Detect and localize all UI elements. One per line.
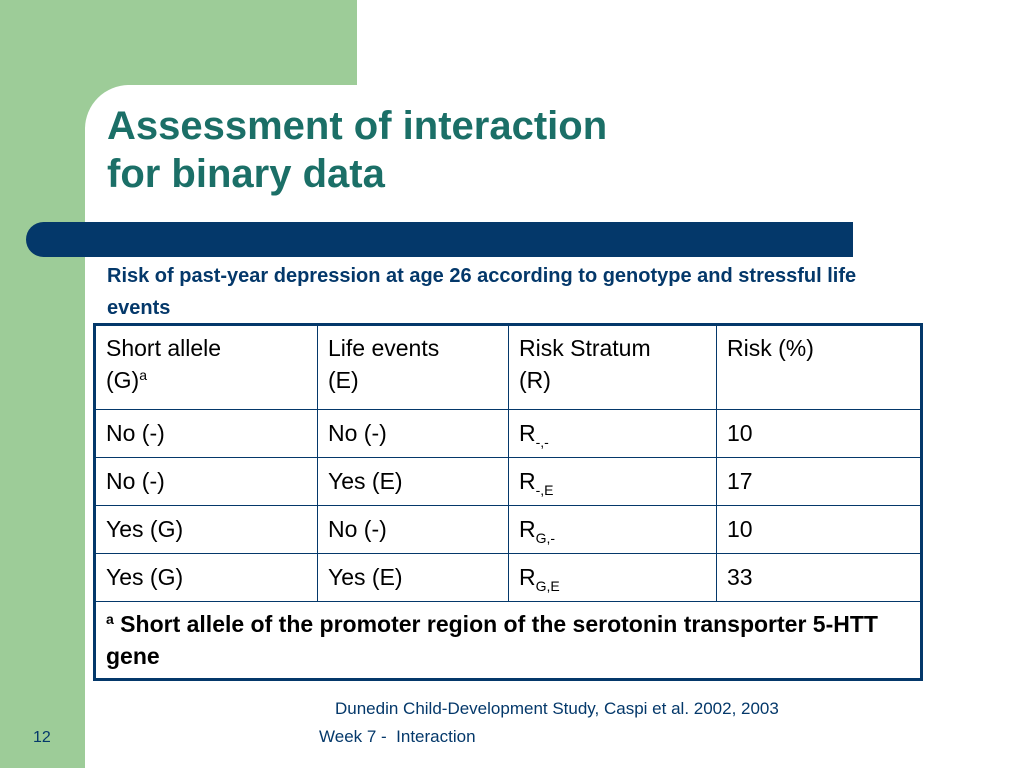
- cell-allele: Yes (G): [95, 506, 318, 554]
- cell-risk: 33: [717, 554, 922, 602]
- stratum-letter: R: [519, 468, 536, 494]
- cell-events: No (-): [318, 506, 509, 554]
- table-caption: Risk of past-year depression at age 26 according to genotype and stressful life events: [107, 265, 857, 319]
- cell-risk: 10: [717, 506, 922, 554]
- slide-title-line-1: Assessment of interaction: [107, 104, 608, 148]
- cell-allele: Yes (G): [95, 554, 318, 602]
- table-row: [95, 506, 922, 554]
- cell-allele: No (-): [95, 410, 318, 458]
- cell-allele: No (-): [95, 458, 318, 506]
- cell-risk: 17: [717, 458, 922, 506]
- table-row: [95, 410, 922, 458]
- header-short-allele: [95, 325, 318, 410]
- cell-events: Yes (E): [318, 458, 509, 506]
- footnote-marker: a: [106, 611, 114, 627]
- stratum-subscript: G,-: [535, 530, 556, 546]
- cell-stratum: [509, 410, 717, 458]
- table-header-row: [95, 325, 922, 410]
- slide-title-line-2: for binary data: [107, 152, 385, 196]
- cell-events: No (-): [318, 410, 509, 458]
- header-footnote-marker: a: [139, 367, 148, 383]
- cell-stratum: [509, 458, 717, 506]
- page-number: 12: [33, 729, 51, 746]
- header-life-events-line1: Life events: [328, 335, 440, 361]
- stratum-letter: R: [519, 516, 536, 542]
- header-risk-stratum-line1: Risk Stratum: [519, 335, 651, 361]
- header-risk-percent: Risk (%): [717, 325, 922, 410]
- header-life-events-line2: (E): [328, 367, 359, 393]
- stratum-subscript: -,-: [535, 434, 549, 450]
- risk-table: [93, 323, 923, 681]
- cell-stratum: [509, 506, 717, 554]
- source-citation: Dunedin Child-Development Study, Caspi et al. 2002, 2003: [335, 699, 779, 718]
- slide-top-white-area: [357, 0, 1024, 90]
- title-divider-bar: [26, 222, 853, 257]
- footnote-text: Short allele of the promoter region of the serotonin transporter 5-HTT gene: [106, 611, 878, 669]
- table-row: [95, 554, 922, 602]
- cell-events: Yes (E): [318, 554, 509, 602]
- cell-stratum: [509, 554, 717, 602]
- header-risk-stratum: [509, 325, 717, 410]
- slide-title: [107, 102, 607, 198]
- cell-risk: 10: [717, 410, 922, 458]
- stratum-letter: R: [519, 564, 536, 590]
- table-footnote-row: [95, 602, 922, 680]
- table-row: [95, 458, 922, 506]
- header-life-events: [318, 325, 509, 410]
- header-short-allele-line1: Short allele: [106, 335, 222, 361]
- footer-course-label: Week 7 - Interaction: [319, 727, 476, 746]
- header-short-allele-line2: (G): [106, 367, 140, 393]
- stratum-subscript: -,E: [535, 482, 554, 498]
- table-footnote: [95, 602, 922, 680]
- header-risk-stratum-line2: (R): [519, 367, 551, 393]
- stratum-letter: R: [519, 420, 536, 446]
- stratum-subscript: G,E: [535, 578, 560, 594]
